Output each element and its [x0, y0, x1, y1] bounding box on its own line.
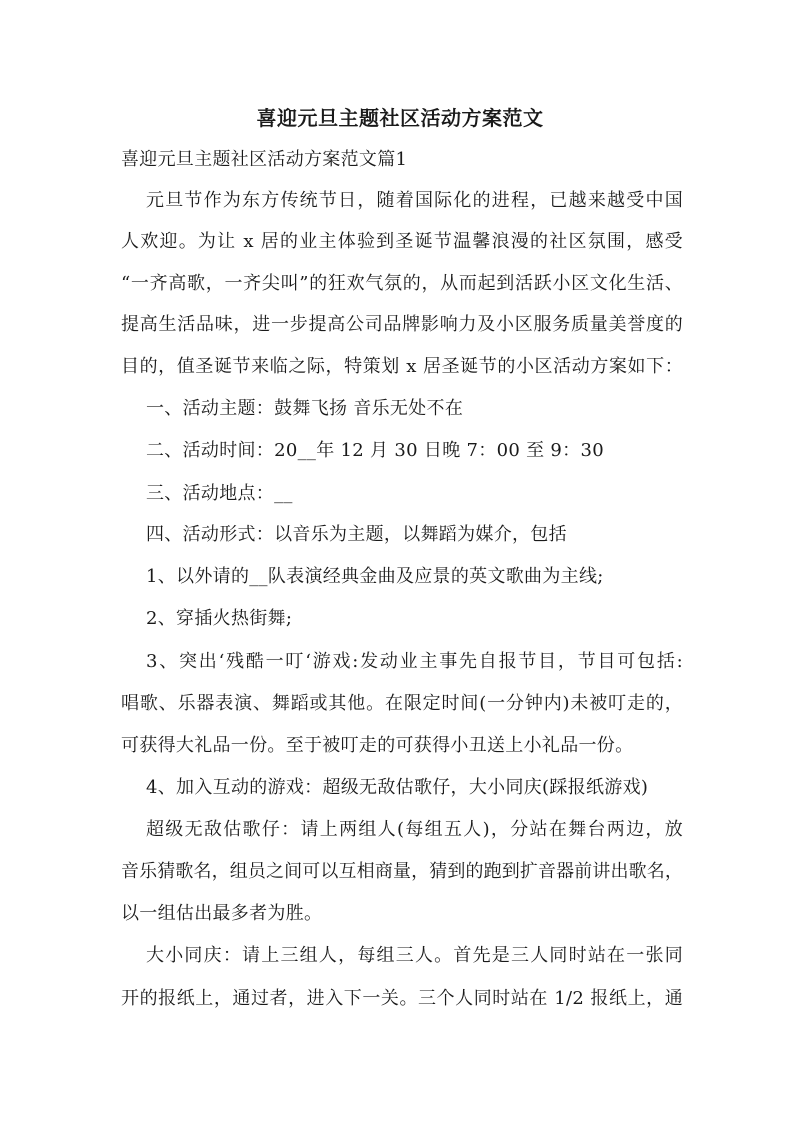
body-line: 提高生活品味，进一步提高公司品牌影响力及小区服务质量美誉度的: [121, 314, 683, 335]
body-line: 3、突出‘残酷一叮‘游戏:发动业主事先自报节目，节目可包括:: [146, 651, 683, 672]
body-line: 以一组估出最多者为胜。: [121, 903, 323, 924]
body-line: 人欢迎。为让 x 居的业主体验到圣诞节温馨浪漫的社区氛围，感受: [121, 231, 683, 252]
body-line: 1、以外请的__队表演经典金曲及应景的英文歌曲为主线;: [146, 566, 604, 587]
body-line: 4、加入互动的游戏：超级无敌估歌仔，大小同庆(踩报纸游戏): [146, 777, 649, 798]
body-line: 二、活动时间：20__年 12 月 30 日晚 7：00 至 9：30: [146, 440, 604, 461]
section-subtitle: 喜迎元旦主题社区活动方案范文篇1: [121, 149, 408, 170]
body-line: 唱歌、乐器表演、舞蹈或其他。在限定时间(一分钟内)未被叮走的，: [121, 693, 683, 714]
body-line: 元旦节作为东方传统节日，随着国际化的进程，已越来越受中国: [146, 190, 683, 211]
body-line: 2、穿插火热街舞;: [146, 608, 293, 629]
body-line: 可获得大礼品一份。至于被叮走的可获得小丑送上小礼品一份。: [121, 735, 634, 756]
body-line: 目的，值圣诞节来临之际，特策划 x 居圣诞节的小区活动方案如下：: [121, 356, 683, 377]
body-line: 一、活动主题：鼓舞飞扬 音乐无处不在: [146, 398, 464, 419]
body-line: 四、活动形式：以音乐为主题，以舞蹈为媒介，包括: [146, 524, 567, 545]
body-line: 音乐猜歌名，组员之间可以互相商量，猜到的跑到扩音器前讲出歌名，: [121, 861, 683, 882]
body-line: 三、活动地点：__: [146, 483, 293, 504]
page-title: 喜迎元旦主题社区活动方案范文: [256, 106, 544, 130]
body-line: 超级无敌估歌仔：请上两组人(每组五人)，分站在舞台两边，放: [146, 819, 683, 840]
body-line: 大小同庆：请上三组人，每组三人。首先是三人同时站在一张同: [146, 945, 683, 966]
body-line: 开的报纸上，通过者，进入下一关。三个人同时站在 1/2 报纸上，通: [121, 988, 683, 1009]
body-line: “一齐高歌，一齐尖叫”的狂欢气氛的，从而起到活跃小区文化生活、: [121, 273, 683, 294]
